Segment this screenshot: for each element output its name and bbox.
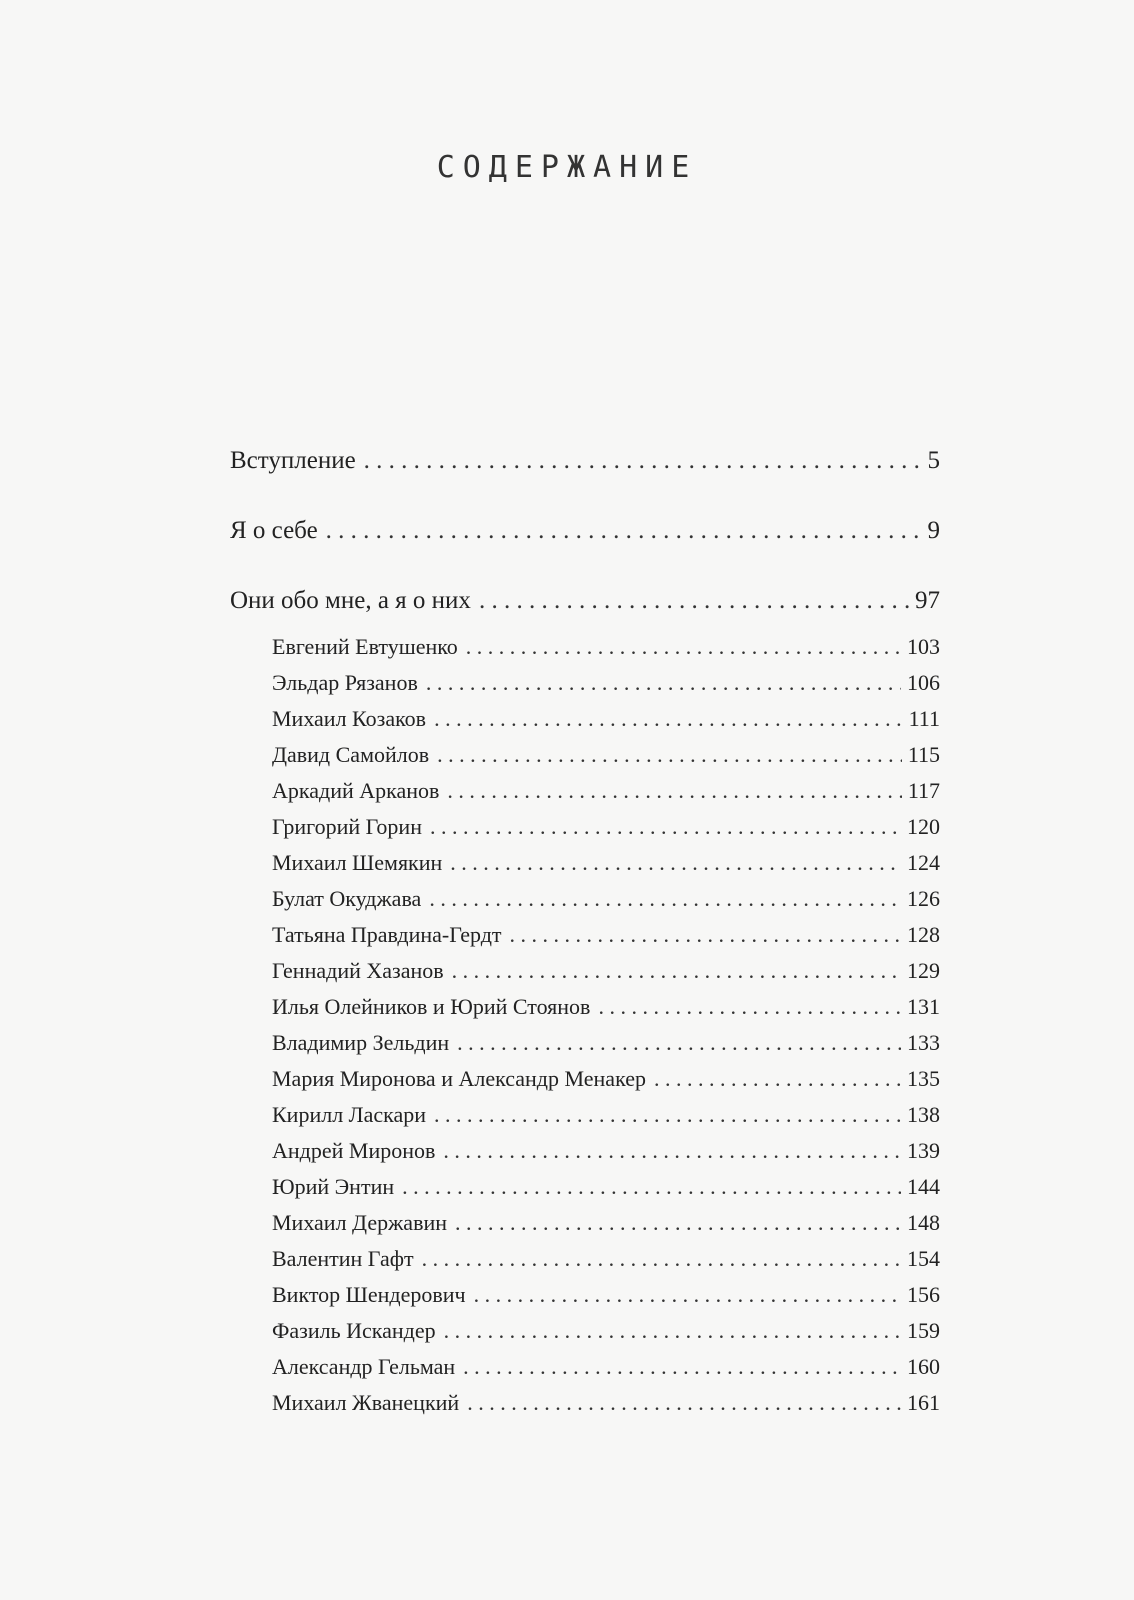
toc-entry-row[interactable] bbox=[230, 1025, 940, 1061]
toc-entry-row[interactable] bbox=[230, 773, 940, 809]
dot-leader bbox=[467, 1385, 901, 1421]
toc-section-row[interactable] bbox=[230, 518, 940, 543]
toc-entry-row[interactable] bbox=[230, 881, 940, 917]
toc-entry-title: Владимир Зельдин bbox=[272, 1030, 450, 1055]
toc-section-title: Они обо мне, а я о них bbox=[230, 587, 471, 614]
dot-leader bbox=[455, 1205, 901, 1241]
toc-section-title: Вступление bbox=[230, 447, 356, 474]
toc-page-number: 131 bbox=[907, 994, 940, 1019]
toc-page-number: 160 bbox=[907, 1354, 940, 1379]
toc-entry-row[interactable] bbox=[230, 1205, 940, 1241]
toc-page-number: 5 bbox=[927, 447, 940, 474]
dot-leader bbox=[654, 1061, 901, 1097]
dot-leader bbox=[466, 629, 901, 665]
toc-entry-row[interactable] bbox=[230, 1097, 940, 1133]
dot-leader bbox=[429, 881, 901, 917]
toc-entry-title: Григорий Горин bbox=[272, 814, 422, 839]
toc-entry-title: Кирилл Ласкари bbox=[272, 1102, 427, 1127]
toc-entry-row[interactable] bbox=[230, 665, 940, 701]
dot-leader bbox=[422, 1241, 901, 1277]
toc-page-number: 111 bbox=[908, 706, 940, 731]
toc-entry-row[interactable] bbox=[230, 629, 940, 665]
dot-leader bbox=[326, 518, 922, 543]
dot-leader bbox=[434, 701, 903, 737]
toc-page-number: 139 bbox=[907, 1138, 940, 1163]
page-title: СОДЕРЖАНИЕ bbox=[436, 150, 698, 185]
toc-page-number: 148 bbox=[907, 1210, 940, 1235]
toc-entry-title: Илья Олейников и Юрий Стоянов bbox=[272, 994, 591, 1019]
toc-page-number: 128 bbox=[907, 922, 940, 947]
dot-leader bbox=[474, 1277, 901, 1313]
toc-entry-title: Мария Миронова и Александр Менакер bbox=[272, 1066, 646, 1091]
toc-page-number: 159 bbox=[907, 1318, 940, 1343]
toc-entry-title: Виктор Шендерович bbox=[272, 1282, 466, 1307]
dot-leader bbox=[437, 737, 902, 773]
toc-entry-title: Давид Самойлов bbox=[272, 742, 430, 767]
toc-entry-row[interactable] bbox=[230, 1133, 940, 1169]
toc-entry-row[interactable] bbox=[230, 953, 940, 989]
dot-leader bbox=[479, 588, 909, 613]
dot-leader bbox=[444, 1313, 901, 1349]
toc-entry-row[interactable] bbox=[230, 917, 940, 953]
toc-entry-row[interactable] bbox=[230, 1385, 940, 1421]
dot-leader bbox=[434, 1097, 901, 1133]
toc-entry-row[interactable] bbox=[230, 1061, 940, 1097]
dot-leader bbox=[402, 1169, 901, 1205]
toc-entry-row[interactable] bbox=[230, 1241, 940, 1277]
dot-leader bbox=[510, 917, 901, 953]
toc-page-number: 144 bbox=[907, 1174, 940, 1199]
toc-page-number: 156 bbox=[907, 1282, 940, 1307]
toc-page-number: 126 bbox=[907, 886, 940, 911]
toc-page-number: 106 bbox=[907, 670, 940, 695]
dot-leader bbox=[452, 953, 901, 989]
toc-entry-title: Валентин Гафт bbox=[272, 1246, 414, 1271]
toc-entry-row[interactable] bbox=[230, 1313, 940, 1349]
toc-entry-row[interactable] bbox=[230, 989, 940, 1025]
toc-entry-title: Михаил Жванецкий bbox=[272, 1390, 460, 1415]
toc-entry-row[interactable] bbox=[230, 1277, 940, 1313]
dot-leader bbox=[443, 1133, 901, 1169]
toc-page-number: 138 bbox=[907, 1102, 940, 1127]
toc-page-number: 154 bbox=[907, 1246, 940, 1271]
toc-entry-title: Евгений Евтушенко bbox=[272, 634, 458, 659]
toc-entry-row[interactable] bbox=[230, 737, 940, 773]
toc-page-number: 115 bbox=[907, 742, 940, 767]
toc-page-number: 117 bbox=[907, 778, 940, 803]
dot-leader bbox=[430, 809, 901, 845]
toc-entry-row[interactable] bbox=[230, 845, 940, 881]
dot-leader bbox=[447, 773, 901, 809]
toc-entry-title: Фазиль Искандер bbox=[272, 1318, 436, 1343]
toc-entry-row[interactable] bbox=[230, 701, 940, 737]
table-of-contents bbox=[230, 448, 940, 1421]
dot-leader bbox=[364, 448, 922, 473]
toc-page-number: 135 bbox=[907, 1066, 940, 1091]
toc-entry-title: Татьяна Правдина-Гердт bbox=[272, 922, 502, 947]
toc-section-row[interactable] bbox=[230, 588, 940, 613]
toc-page-number: 103 bbox=[907, 634, 940, 659]
toc-section-row[interactable] bbox=[230, 448, 940, 473]
toc-page-number: 129 bbox=[907, 958, 940, 983]
toc-entry-title: Аркадий Арканов bbox=[272, 778, 440, 803]
toc-entry-row[interactable] bbox=[230, 1169, 940, 1205]
toc-entry-title: Булат Окуджава bbox=[272, 886, 422, 911]
dot-leader bbox=[598, 989, 901, 1025]
toc-page-number: 133 bbox=[907, 1030, 940, 1055]
toc-entry-title: Геннадий Хазанов bbox=[272, 958, 444, 983]
toc-page-number: 9 bbox=[927, 517, 940, 544]
toc-entry-row[interactable] bbox=[230, 1349, 940, 1385]
toc-page-number: 124 bbox=[907, 850, 940, 875]
toc-page-number: 97 bbox=[915, 587, 940, 614]
dot-leader bbox=[457, 1025, 901, 1061]
toc-entry-title: Юрий Энтин bbox=[272, 1174, 395, 1199]
dot-leader bbox=[463, 1349, 901, 1385]
dot-leader bbox=[450, 845, 901, 881]
toc-entry-title: Александр Гельман bbox=[272, 1354, 456, 1379]
toc-entry-title: Михаил Шемякин bbox=[272, 850, 443, 875]
toc-page-number: 161 bbox=[907, 1390, 940, 1415]
toc-section-title: Я о себе bbox=[230, 517, 318, 544]
toc-entry-row[interactable] bbox=[230, 809, 940, 845]
toc-page-number: 120 bbox=[907, 814, 940, 839]
toc-entry-title: Михаил Козаков bbox=[272, 706, 427, 731]
toc-entry-title: Эльдар Рязанов bbox=[272, 670, 418, 695]
toc-entry-title: Михаил Державин bbox=[272, 1210, 448, 1235]
toc-entry-title: Андрей Миронов bbox=[272, 1138, 436, 1163]
dot-leader bbox=[426, 665, 901, 701]
